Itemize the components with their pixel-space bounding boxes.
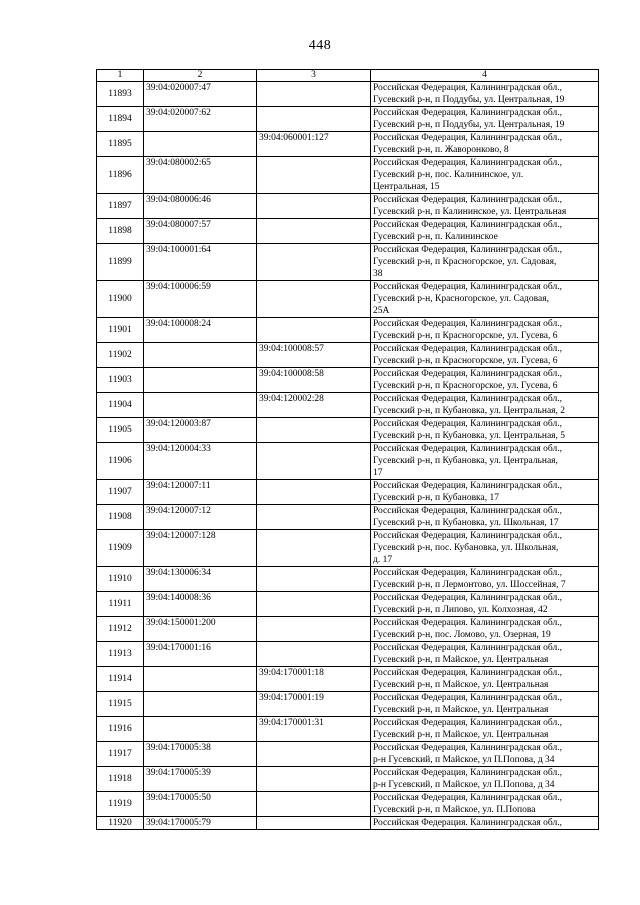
table-row: [97, 792, 599, 817]
address-cell: Российская Федерация, Калининградская обл., Гусевский р-н, пос. Калининское, ул. Центральная, 15: [371, 157, 599, 194]
address-cell: Российская Федерация, Калининградская обл., Гусевский р-н, п Майское, ул. Центральная: [371, 642, 599, 667]
cadastral-number-col3: [257, 642, 371, 667]
row-number: 11899: [97, 244, 144, 281]
cadastral-number-col2: [144, 368, 257, 393]
table-header: [97, 70, 599, 82]
table-row: [97, 567, 599, 592]
table-row: [97, 617, 599, 642]
row-number: 11917: [97, 742, 144, 767]
table-row: [97, 132, 599, 157]
cadastral-number-col3: 39:04:100008:57: [257, 343, 371, 368]
cadastral-number-col2: 39:04:120007:12: [144, 505, 257, 530]
cadastral-number-col2: [144, 667, 257, 692]
cadastral-number-col3: 39:04:170001:19: [257, 692, 371, 717]
cadastral-number-col3: [257, 505, 371, 530]
address-cell: Российская Федерация, Калининградская обл., Гусевский р-н, пос. Кубановка, ул. Школьная, д. 17: [371, 530, 599, 567]
table-row: [97, 767, 599, 792]
cadastral-number-col3: 39:04:120002:28: [257, 393, 371, 418]
cadastral-number-col2: 39:04:020007:62: [144, 107, 257, 132]
table-body: [97, 82, 599, 830]
table-row: [97, 667, 599, 692]
cadastral-number-col3: [257, 530, 371, 567]
table-row: [97, 817, 599, 830]
cadastral-number-col2: 39:04:100001:64: [144, 244, 257, 281]
cadastral-number-col3: [257, 767, 371, 792]
row-number: 11919: [97, 792, 144, 817]
row-number: 11915: [97, 692, 144, 717]
address-cell: Российская Федерация, Калининградская обл., Гусевский р-н, п Майское, ул. П.Попова: [371, 792, 599, 817]
cadastral-number-col3: 39:04:170001:31: [257, 717, 371, 742]
row-number: 11900: [97, 281, 144, 318]
cadastral-number-col3: [257, 443, 371, 480]
address-cell: Российская Федерация, Калининградская обл., р-н Гусевский, п Майское, ул П.Попова, д 34: [371, 742, 599, 767]
address-cell: Российская Федерация, Калининградская обл., Гусевский р-н, п Лермонтово, ул. Шоссейная, 7: [371, 567, 599, 592]
table-row: [97, 368, 599, 393]
row-number: 11902: [97, 343, 144, 368]
cadastral-number-col2: 39:04:100006:59: [144, 281, 257, 318]
row-number: 11897: [97, 194, 144, 219]
table-row: [97, 480, 599, 505]
table-row: [97, 82, 599, 107]
row-number: 11908: [97, 505, 144, 530]
table-row: [97, 592, 599, 617]
address-cell: Российская Федерация, Калининградская обл., Гусевский р-н, п Липово, ул. Колхозная, 42: [371, 592, 599, 617]
table-row: [97, 219, 599, 244]
cadastral-number-col3: [257, 742, 371, 767]
address-cell: Российская Федерация, Калининградская обл., Гусевский р-н, п Красногорское, ул. Гусева, 6: [371, 368, 599, 393]
table-row: [97, 393, 599, 418]
row-number: 11911: [97, 592, 144, 617]
address-cell: Российская Федерация, Калининградская обл., Гусевский р-н, п Красногорское, ул. Садовая, 38: [371, 244, 599, 281]
address-cell: Российская Федерация, Калининградская обл., Гусевский р-н, п Кубановка, ул. Центральная, 5: [371, 418, 599, 443]
address-cell: Российская Федерация, Калининградская обл., Гусевский р-н, п Майское, ул. Центральная: [371, 717, 599, 742]
address-cell: Российская Федерация, Калининградская обл., Гусевский р-н, п. Калининское: [371, 219, 599, 244]
table-row: [97, 157, 599, 194]
row-number: 11912: [97, 617, 144, 642]
address-cell: Российская Федерация, Калининградская обл., р-н Гусевский, п Майское, ул П.Попова, д 34: [371, 767, 599, 792]
cadastral-number-col3: [257, 82, 371, 107]
cadastral-number-col3: [257, 244, 371, 281]
cadastral-number-col3: 39:04:100008:58: [257, 368, 371, 393]
table-row: [97, 194, 599, 219]
cadastral-number-col2: 39:04:130006:34: [144, 567, 257, 592]
table-row: [97, 642, 599, 667]
registry-table: [96, 69, 599, 830]
header-cell: 2: [144, 70, 257, 82]
row-number: 11903: [97, 368, 144, 393]
table-row: [97, 343, 599, 368]
header-cell: 4: [371, 70, 599, 82]
address-cell: Российская Федерация. Калининградская обл.,: [371, 817, 599, 830]
table-row: [97, 742, 599, 767]
cadastral-number-col2: 39:04:170001:16: [144, 642, 257, 667]
cadastral-number-col3: [257, 617, 371, 642]
cadastral-number-col3: [257, 567, 371, 592]
row-number: 11894: [97, 107, 144, 132]
address-cell: Российская Федерация, Калининградская обл., Гусевский р-н, п Кубановка, ул. Центральная, 2: [371, 393, 599, 418]
address-cell: Российская Федерация, Калининградская обл., Гусевский р-н, п Поддубы, ул. Центральная, 19: [371, 107, 599, 132]
cadastral-number-col2: [144, 132, 257, 157]
row-number: 11920: [97, 817, 144, 830]
cadastral-number-col3: [257, 107, 371, 132]
address-cell: Российская Федерация, Калининградская обл., Гусевский р-н, п Кубановка, ул. Школьная, 17: [371, 505, 599, 530]
cadastral-number-col3: [257, 792, 371, 817]
table-row: [97, 443, 599, 480]
cadastral-number-col2: 39:04:170005:39: [144, 767, 257, 792]
table-row: [97, 281, 599, 318]
row-number: 11916: [97, 717, 144, 742]
table-row: [97, 692, 599, 717]
table-row: [97, 318, 599, 343]
address-cell: Российская Федерация, Калининградская обл., Гусевский р-н, Красногорское, ул. Садовая, 25А: [371, 281, 599, 318]
header-cell: 3: [257, 70, 371, 82]
cadastral-number-col2: 39:04:080002:65: [144, 157, 257, 194]
table-row: [97, 418, 599, 443]
row-number: 11910: [97, 567, 144, 592]
cadastral-number-col2: 39:04:140008:36: [144, 592, 257, 617]
cadastral-number-col2: 39:04:170005:79: [144, 817, 257, 830]
cadastral-number-col3: [257, 281, 371, 318]
cadastral-number-col3: 39:04:060001:127: [257, 132, 371, 157]
address-cell: Российская Федерация, Калининградская обл., Гусевский р-н, п Кубановка, ул. Центральная, 17: [371, 443, 599, 480]
cadastral-number-col2: 39:04:120007:128: [144, 530, 257, 567]
page-number: 448: [308, 38, 332, 53]
row-number: 11895: [97, 132, 144, 157]
cadastral-number-col3: 39:04:170001:18: [257, 667, 371, 692]
row-number: 11907: [97, 480, 144, 505]
row-number: 11905: [97, 418, 144, 443]
cadastral-number-col2: [144, 717, 257, 742]
address-cell: Российская Федерация, Калининградская обл., Гусевский р-н, п Поддубы, ул. Центральная, 19: [371, 82, 599, 107]
address-cell: Российская Федерация, Калининградская обл., Гусевский р-н, п. Жаворонково, 8: [371, 132, 599, 157]
cadastral-number-col2: [144, 692, 257, 717]
cadastral-number-col2: 39:04:120007:11: [144, 480, 257, 505]
cadastral-number-col3: [257, 157, 371, 194]
cadastral-number-col3: [257, 194, 371, 219]
row-number: 11898: [97, 219, 144, 244]
cadastral-number-col2: 39:04:080006:46: [144, 194, 257, 219]
address-cell: Российская Федерация, Калининградская обл., Гусевский р-н, п Майское, ул. Центральная: [371, 692, 599, 717]
row-number: 11896: [97, 157, 144, 194]
cadastral-number-col3: [257, 817, 371, 830]
cadastral-number-col2: 39:04:120004:33: [144, 443, 257, 480]
cadastral-number-col2: 39:04:120003:87: [144, 418, 257, 443]
header-cell: 1: [97, 70, 144, 82]
table-row: [97, 107, 599, 132]
address-cell: Российская Федерация, Калининградская обл., Гусевский р-н, п Калининское, ул. Центральная: [371, 194, 599, 219]
cadastral-number-col2: [144, 343, 257, 368]
cadastral-number-col2: [144, 393, 257, 418]
row-number: 11913: [97, 642, 144, 667]
cadastral-number-col2: 39:04:100008:24: [144, 318, 257, 343]
cadastral-number-col3: [257, 318, 371, 343]
address-cell: Российская Федерация, Калининградская обл., Гусевский р-н, п Майское, ул. Центральная: [371, 667, 599, 692]
cadastral-number-col2: 39:04:080007:57: [144, 219, 257, 244]
table-row: [97, 530, 599, 567]
cadastral-number-col2: 39:04:150001:200: [144, 617, 257, 642]
row-number: 11904: [97, 393, 144, 418]
cadastral-number-col2: 39:04:170005:38: [144, 742, 257, 767]
row-number: 11893: [97, 82, 144, 107]
cadastral-number-col3: [257, 418, 371, 443]
row-number: 11918: [97, 767, 144, 792]
table-row: [97, 505, 599, 530]
table-row: [97, 717, 599, 742]
cadastral-number-col3: [257, 480, 371, 505]
cadastral-number-col3: [257, 592, 371, 617]
address-cell: Российская Федерация, Калининградская обл., Гусевский р-н, п Красногорское, ул. Гусева, 6: [371, 343, 599, 368]
address-cell: Российская Федерация, Калининградская обл., Гусевский р-н, п Кубановка, 17: [371, 480, 599, 505]
row-number: 11901: [97, 318, 144, 343]
table-row: [97, 244, 599, 281]
row-number: 11909: [97, 530, 144, 567]
cadastral-number-col3: [257, 219, 371, 244]
cadastral-number-col2: 39:04:020007:47: [144, 82, 257, 107]
cadastral-number-col2: 39:04:170005:50: [144, 792, 257, 817]
row-number: 11914: [97, 667, 144, 692]
row-number: 11906: [97, 443, 144, 480]
address-cell: Российская Федерация, Калининградская обл., Гусевский р-н, п Красногорское, ул. Гусева, 6: [371, 318, 599, 343]
address-cell: Российская Федерация. Калининградская обл., Гусевский р-н, пос. Ломово, ул. Озерная, 19: [371, 617, 599, 642]
